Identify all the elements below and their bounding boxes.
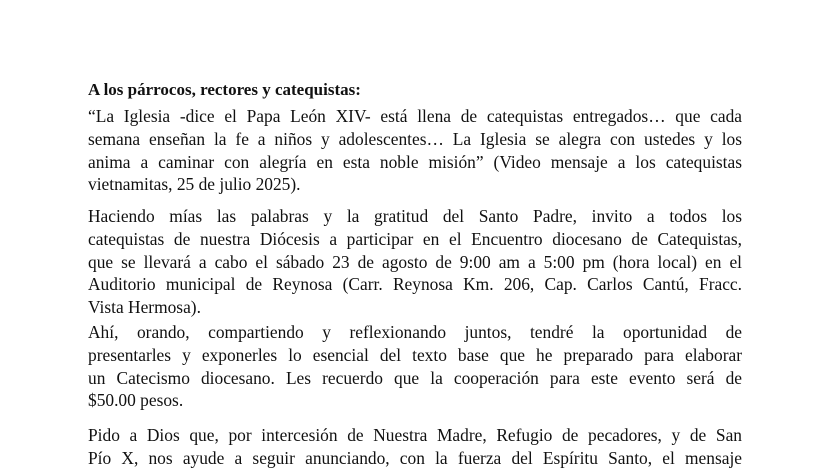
paragraph-line: Pío X, nos ayude a seguir anunciando, con la fuerza del Espíritu Santo, el mensaje (88, 447, 742, 468)
paragraph-line: $50.00 pesos. (88, 390, 184, 411)
paragraph-line: Ahí, orando, compartiendo y reflexionando juntos, tendré la oportunidad de (88, 322, 742, 342)
paragraph-catechists-quote (88, 105, 742, 196)
paragraph-invitation (88, 205, 742, 319)
paragraph-line: presentarles y exponerles lo esencial del texto base que he preparado para elaborar (88, 344, 742, 365)
paragraph-line: vietnamitas, 25 de julio 2025). (88, 174, 301, 195)
letter-salutation: A los párrocos, rectores y catequistas: (88, 80, 361, 99)
paragraph-line: semana enseñan la fe a niños y adolescentes… La Iglesia se alegra con ustedes y los (88, 128, 742, 149)
paragraph-line: que se llevará a cabo el sábado 23 de agosto de 9:00 am a 5:00 pm (hora local) en el (88, 251, 742, 272)
paragraph-line: Auditorio municipal de Reynosa (Carr. Reynosa Km. 206, Cap. Carlos Cantú, Fracc. (88, 274, 742, 295)
paragraph-line: catequistas de nuestra Diócesis a participar en el Encuentro diocesano de Catequistas, (88, 228, 742, 249)
paragraph-line: anima a caminar con alegría en esta noble misión” (Video mensaje a los catequistas (88, 151, 742, 172)
paragraph-catechism-presentation (88, 321, 742, 412)
paragraph-line: un Catecismo diocesano. Les recuerdo que la cooperación para este evento será de (88, 367, 742, 388)
paragraph-line: “La Iglesia -dice el Papa León XIV- está llena de catequistas entregados… que cada (88, 106, 742, 126)
paragraph-line: Haciendo mías las palabras y la gratitud del Santo Padre, invito a todos los (88, 206, 742, 226)
paragraph-line: Pido a Dios que, por intercesión de Nuestra Madre, Refugio de pecadores, y de San (88, 425, 742, 445)
paragraph-prayer (88, 424, 742, 470)
paragraph-line: Vista Hermosa). (88, 297, 201, 318)
